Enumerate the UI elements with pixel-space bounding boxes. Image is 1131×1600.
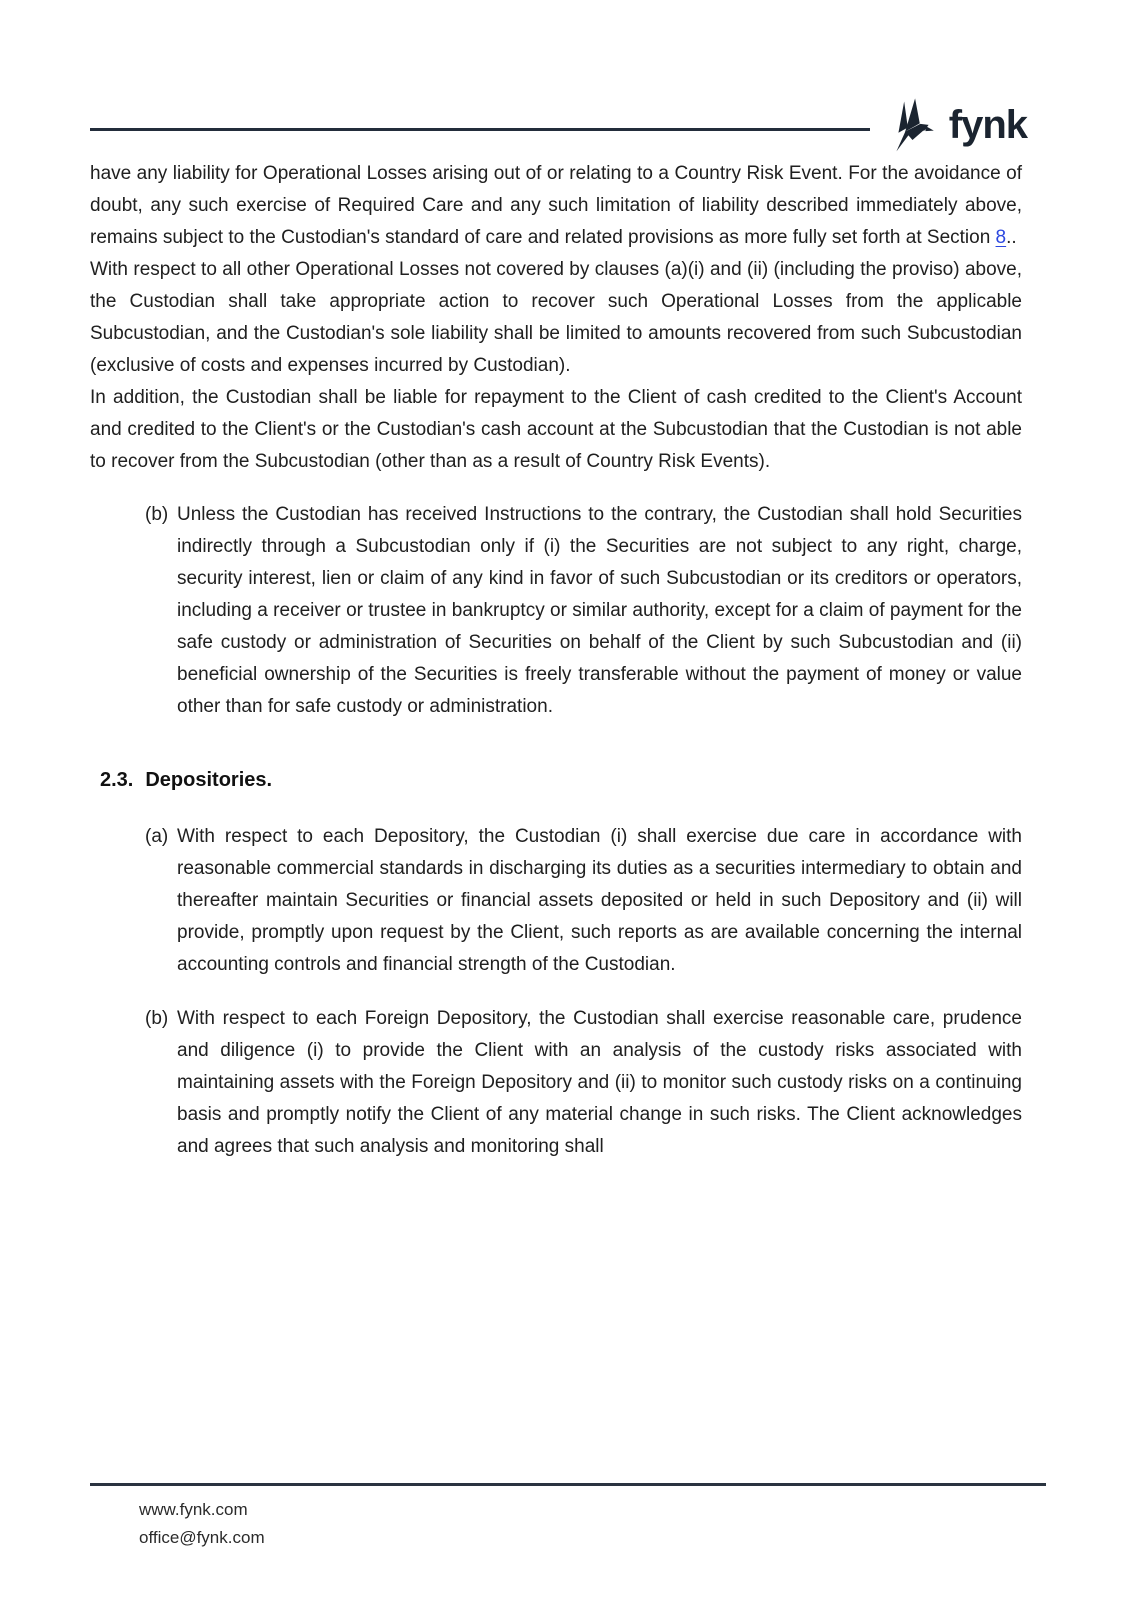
document-body — [90, 158, 1022, 1163]
clause-text: Unless the Custodian has received Instructions to the contrary, the Custodian shall hold Securities indirectly through a Subcustodian only if (i) the Securities are not subject to any right, charge, security interest, lien or claim of any kind in favor of such Subcustodian or its creditors or operators, including a receiver or trustee in bankruptcy or similar authority, except for a claim of payment for the safe custody or administration of Securities on behalf of the Client by such Subcustodian and (ii) beneficial ownership of the Securities is freely transferable without the payment of money or value other than for safe custody or administration. — [177, 504, 1022, 717]
section-number: 2.3. — [100, 769, 134, 791]
paragraph-operational-losses: With respect to all other Operational Losses not covered by clauses (a)(i) and (ii) (including the proviso) above, the Custodian shall take appropriate action to recover such Operational Losses from the applicable Subcustodian, and the Custodian's sole liability shall be limited to amounts recovered from such Subcustodian (exclusive of costs and expenses incurred by Custodian). — [90, 259, 1022, 376]
section-title: Depositories. — [145, 769, 273, 791]
clause-b-subcustodian — [145, 499, 1022, 723]
clause-a-depository — [145, 821, 1022, 981]
footer-website-link[interactable]: www.fynk.com — [139, 1500, 248, 1519]
clause-text: With respect to each Foreign Depository, the Custodian shall exercise reasonable care, prudence and diligence (i) to provide the Client with an analysis of the custody risks associated with maintaining assets with the Foreign Depository and (ii) to monitor such custody risks on a continuing basis and promptly notify the Client of any material change in such risks. The Client acknowledges and agrees that such analysis and monitoring shall — [177, 1008, 1022, 1157]
paragraph-country-risk-tail: .. — [1006, 227, 1017, 248]
paper-crane-icon — [887, 98, 939, 156]
footer-email-link[interactable]: office@fynk.com — [139, 1528, 265, 1547]
section-8-link[interactable]: 8 — [995, 227, 1007, 248]
paragraph-country-risk — [90, 158, 1022, 254]
clause-label: (b) — [145, 1008, 169, 1029]
clause-b-foreign-depository — [145, 1003, 1022, 1163]
footer-links — [139, 1496, 265, 1552]
section-heading-depositories — [100, 765, 1022, 795]
paragraph-country-risk-text: have any liability for Operational Losses arising out of or relating to a Country Risk Event. For the avoidance of doubt, any such exercise of Required Care and any such limitation of liability described immediately above, remains subject to the Custodian's standard of care and related provisions as more fully set forth at Section — [90, 163, 1022, 248]
clause-label: (b) — [145, 504, 169, 525]
fynk-logo — [887, 98, 1027, 156]
paragraph-cash-repayment: In addition, the Custodian shall be liable for repayment to the Client of cash credited to the Client's Account and credited to the Client's or the Custodian's cash account at the Subcustodian that the Custodian is not able to recover from the Subcustodian (other than as a result of Country Risk Events). — [90, 387, 1022, 472]
clause-label: (a) — [145, 826, 169, 847]
footer-divider — [90, 1483, 1046, 1486]
brand-wordmark: fynk — [948, 103, 1027, 147]
clause-text: With respect to each Depository, the Custodian (i) shall exercise due care in accordance with reasonable commercial standards in discharging its duties as a securities intermediary to obtain and thereafter maintain Securities or financial assets deposited or held in such Depository and (ii) will provide, promptly upon request by the Client, such reports as are available concerning the internal accounting controls and financial strength of the Custodian. — [177, 826, 1022, 975]
header-divider — [90, 128, 870, 131]
